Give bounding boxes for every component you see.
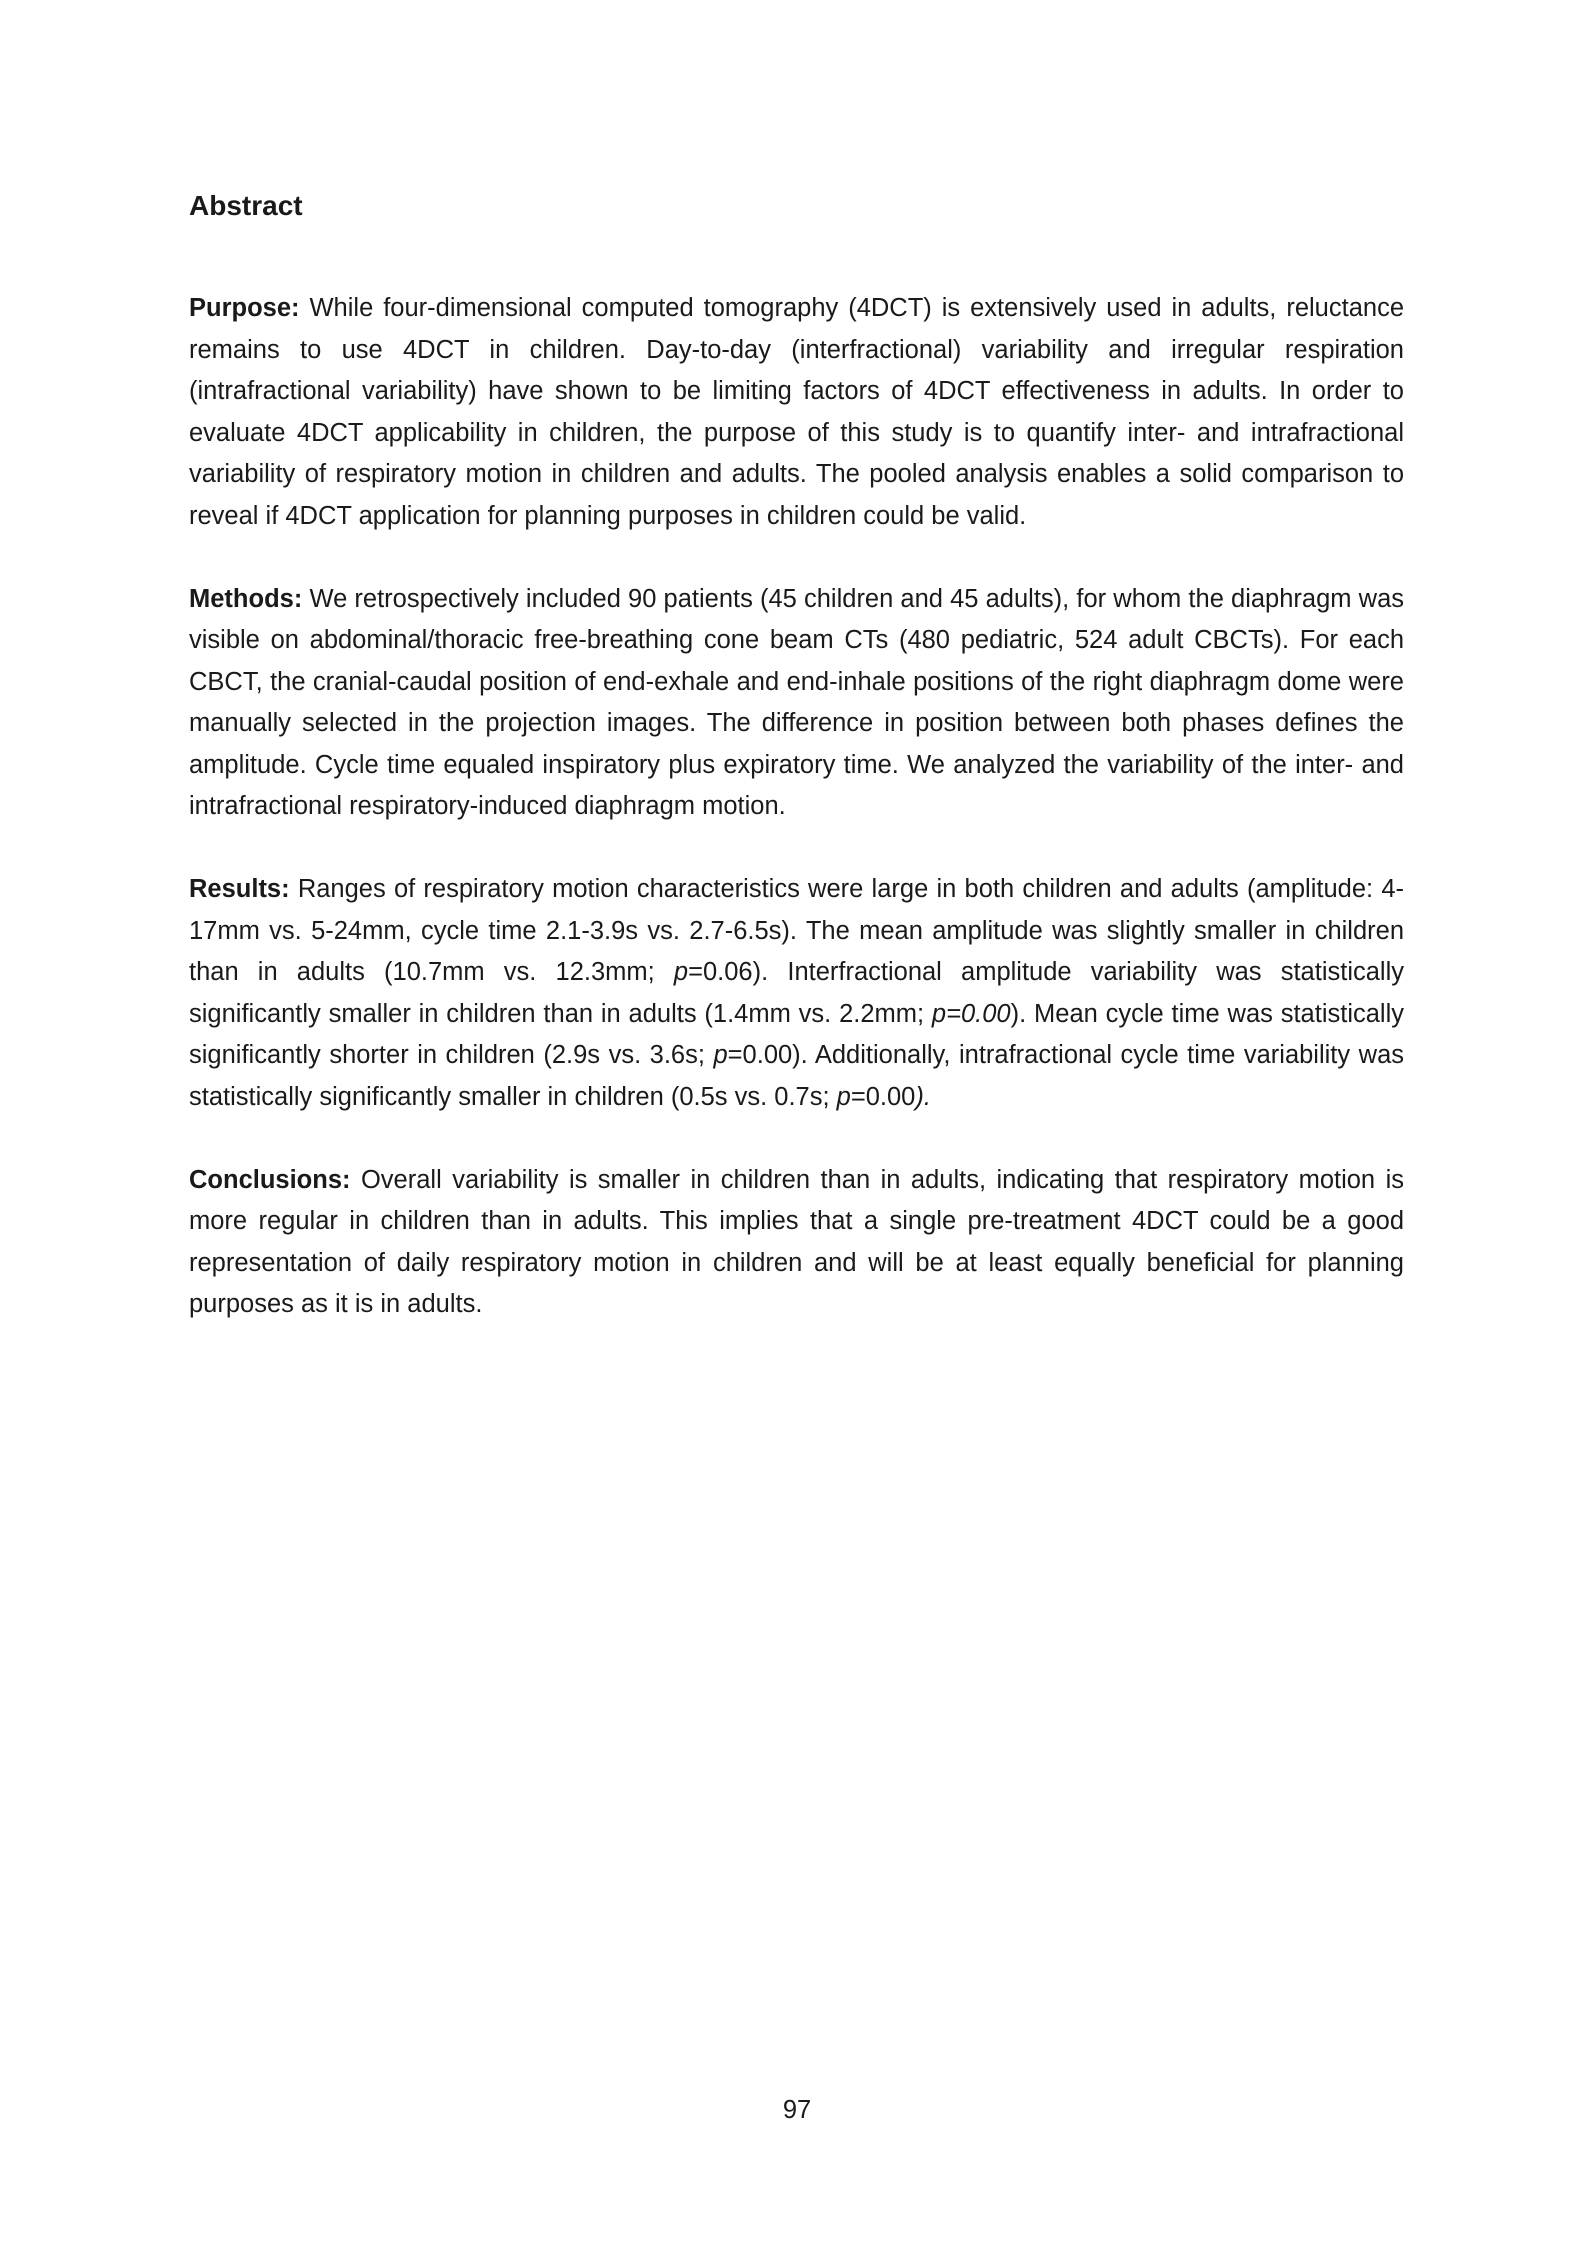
- conclusions-label: Conclusions:: [189, 1165, 351, 1194]
- results-text-4: =0.00). Additionally, intrafractional cycle time variability was statistically significantly smaller in children (0.5s vs. 0.7s;: [189, 1041, 1404, 1111]
- results-paragraph: [189, 869, 1404, 1118]
- methods-paragraph: [189, 579, 1404, 828]
- purpose-paragraph: [189, 288, 1404, 537]
- results-text-3: ). Mean cycle time was statistically significantly shorter in children (2.9s vs. 3.6s;: [189, 999, 1404, 1069]
- purpose-text: While four-dimensional computed tomography (4DCT) is extensively used in adults, reluctance remains to use 4DCT in children. Day-to-day (interfractional) variability and irregular respiration (intrafractional variability) have shown to be limiting factors of 4DCT effectiveness in adults. In order to evaluate 4DCT applicability in children, the purpose of this study is to quantify inter- and intrafractional variability of respiratory motion in children and adults. The pooled analysis enables a solid comparison to reveal if 4DCT application for planning purposes in children could be valid.: [189, 294, 1404, 530]
- methods-label: Methods:: [189, 584, 303, 613]
- results-text-1: Ranges of respiratory motion characteristics were large in both children and adults (amplitude: 4-17mm vs. 5-24mm, cycle time 2.1-3.9s vs. 2.7-6.5s). The mean amplitude was slightly smaller in children than in adults (10.7mm vs. 12.3mm;: [189, 875, 1404, 986]
- purpose-label: Purpose:: [189, 294, 300, 322]
- results-text-5: =0.00: [850, 1082, 916, 1111]
- results-p-value-1: p: [673, 958, 689, 986]
- conclusions-text: Overall variability is smaller in children than in adults, indicating that respiratory motion is more regular in children than in adults. This implies that a single pre-treatment 4DCT could be a good representation of daily respiratory motion in children and will be at least equally beneficial for planning purposes as it is in adults.: [189, 1165, 1404, 1318]
- page-content: [189, 186, 1404, 1367]
- abstract-heading: Abstract: [189, 190, 303, 221]
- results-text-2: =0.06). Interfractional amplitude variability was statistically significantly smaller in children than in adults (1.4mm vs. 2.2mm;: [189, 958, 1404, 1028]
- results-label: Results:: [189, 875, 290, 903]
- conclusions-paragraph: [189, 1160, 1404, 1326]
- results-p-value-3: p: [713, 1041, 728, 1069]
- results-p-value-4: p: [836, 1082, 851, 1111]
- results-closing: ).: [915, 1082, 931, 1111]
- methods-text: We retrospectively included 90 patients (45 children and 45 adults), for whom the diaphragm was visible on abdominal/thoracic free-breathing cone beam CTs (480 pediatric, 524 adult CBCTs). For each CBCT, the cranial-caudal position of end-exhale and end-inhale positions of the right diaphragm dome were manually selected in the projection images. The difference in position between both phases defines the amplitude. Cycle time equaled inspiratory plus expiratory time. We analyzed the variability of the inter- and intrafractional respiratory-induced diaphragm motion.: [189, 584, 1404, 820]
- results-p-value-2: p=0.00: [931, 999, 1011, 1028]
- page-number: 97: [782, 2096, 812, 2124]
